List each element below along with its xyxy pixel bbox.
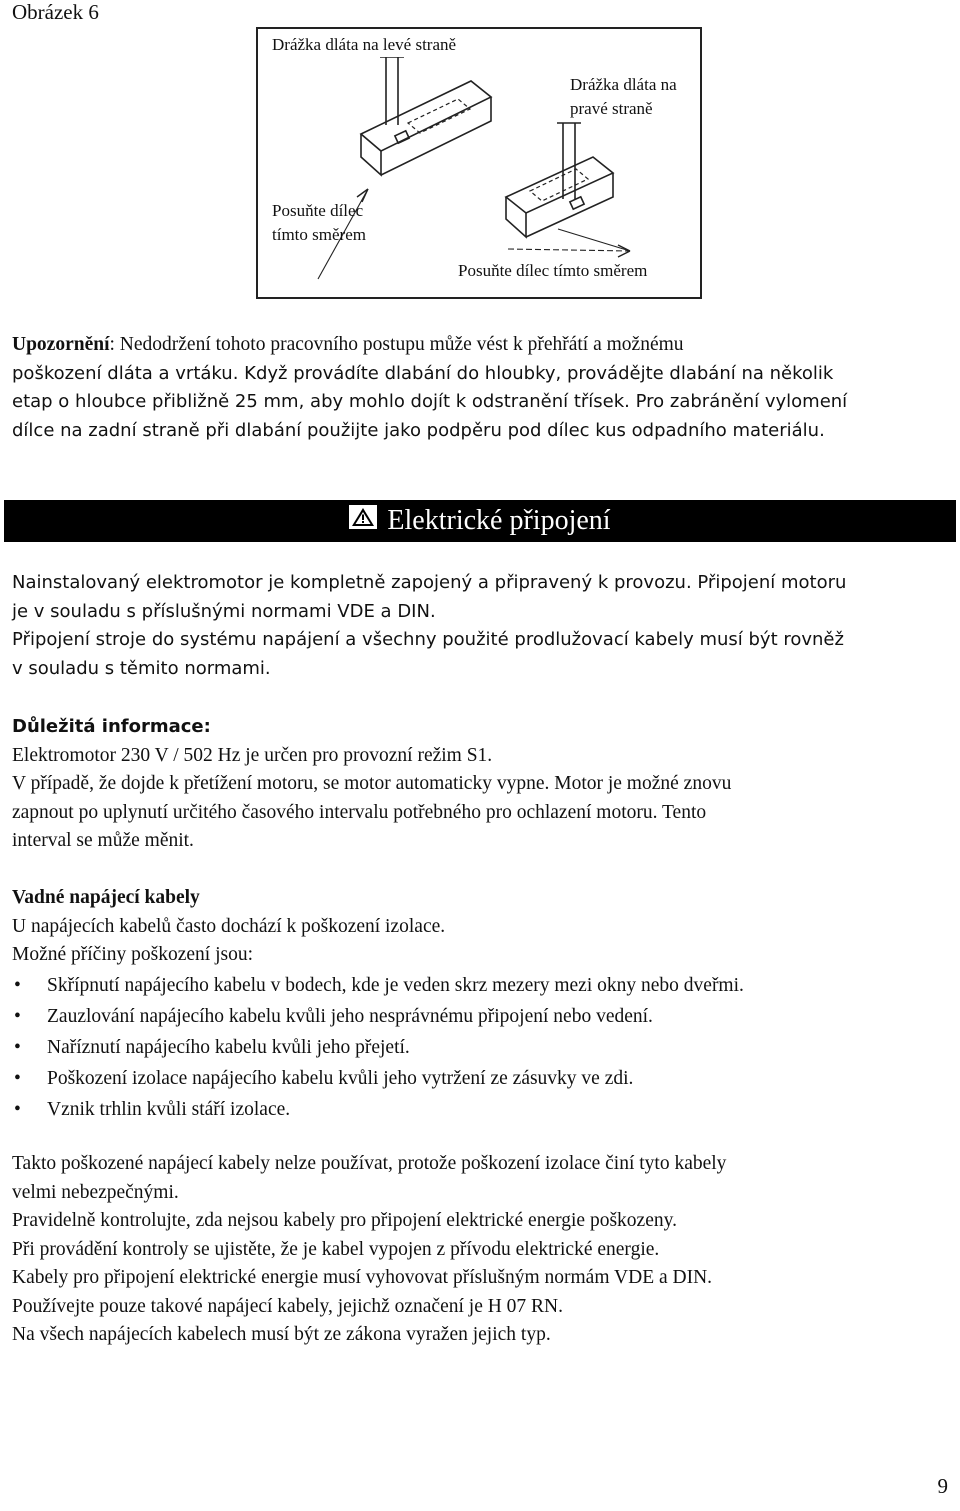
- important-heading: Důležitá informace:: [12, 716, 211, 737]
- cables-section: [12, 884, 942, 1125]
- page-number: 9: [937, 1474, 948, 1498]
- closing-paragraph: [12, 1150, 942, 1350]
- label-left-groove: Drážka dláta na levé straně: [272, 33, 512, 57]
- closing-line-2: velmi nebezpečnými.: [12, 1181, 179, 1203]
- list-item: • Zauzlování napájecího kabelu kvůli jeho nesprávnému připojení nebo vedení.: [12, 1001, 942, 1032]
- closing-line-3: Pravidelně kontrolujte, zda nejsou kabely pro připojení elektrické energie poškozeny.: [12, 1210, 677, 1231]
- cables-line-2: Možné příčiny poškození jsou:: [12, 944, 253, 965]
- electric-line-4: v souladu s těmito normami.: [12, 657, 271, 679]
- important-line-4: interval se může měnit.: [12, 830, 194, 851]
- closing-line-7: Na všech napájecích kabelech musí být ze zákona vyražen jejich typ.: [12, 1324, 551, 1345]
- figure-caption: Obrázek 6: [12, 0, 99, 24]
- warning-line-3: etap o hloubce přibližně 25 mm, aby mohlo dojít k odstranění třísek. Pro zabránění vylomení: [12, 391, 848, 412]
- section-banner: [4, 500, 956, 542]
- electric-paragraph: [12, 569, 942, 683]
- list-item: • Skřípnutí napájecího kabelu v bodech, kde je veden skrz mezery mezi okny nebo dveřmi.: [12, 970, 942, 1001]
- cables-bullet-list: [12, 970, 942, 1125]
- closing-line-1: Takto poškozené napájecí kabely nelze používat, protože poškození izolace činí tyto kabely: [12, 1153, 727, 1174]
- electric-line-2: je v souladu s příslušnými normami VDE a DIN.: [12, 600, 436, 622]
- important-paragraph: [12, 713, 942, 856]
- electric-line-3: Připojení stroje do systému napájení a všechny použité prodlužovací kabely musí být rovněž: [12, 629, 844, 650]
- cables-line-1: U napájecích kabelů často dochází k poškození izolace.: [12, 915, 446, 937]
- closing-line-6: Používejte pouze takové napájecí kabely, jejichž označení je H 07 RN.: [12, 1295, 564, 1317]
- figure-illustration: [256, 27, 702, 299]
- warning-line-2: poškození dláta a vrtáku. Když provádíte dlabání do hloubky, provádějte dlabání na několik: [12, 362, 834, 384]
- closing-line-5: Kabely pro připojení elektrické energie musí vyhovovat příslušným normám VDE a DIN.: [12, 1267, 713, 1288]
- list-item: • Poškození izolace napájecího kabelu kvůli jeho vytržení ze zásuvky ve zdi.: [12, 1063, 942, 1094]
- bullet-icon: •: [14, 1005, 21, 1027]
- section-title: Elektrické připojení: [387, 505, 611, 536]
- label-move-left: Posuňte dílec tímto směrem: [272, 201, 366, 244]
- label-right-groove: Drážka dláta na pravé straně: [570, 73, 700, 121]
- list-item: • Vznik trhlin kvůli stáří izolace.: [12, 1094, 942, 1125]
- warning-heading: Upozornění: [12, 334, 110, 355]
- label-move-right: Posuňte dílec tímto směrem: [458, 259, 698, 283]
- important-line-1: Elektromotor 230 V / 502 Hz je určen pro provozní režim S1.: [12, 744, 493, 766]
- electric-line-1: Nainstalovaný elektromotor je kompletně zapojený a připravený k provozu. Připojení motoru: [12, 572, 847, 593]
- warning-paragraph: [12, 331, 942, 445]
- warning-line-4: dílce na zadní straně při dlabání použijte jako podpěru pod dílec kus odpadního materiálu.: [12, 419, 825, 441]
- important-line-3: zapnout po uplynutí určitého časového intervalu potřebného pro ochlazení motoru. Tento: [12, 801, 707, 823]
- warning-triangle-icon: [349, 505, 377, 537]
- left-block-top: [361, 81, 491, 151]
- list-item: • Naříznutí napájecího kabelu kvůli jeho přejetí.: [12, 1032, 942, 1063]
- cables-heading: Vadné napájecí kabely: [12, 887, 200, 908]
- left-block-front: [361, 134, 381, 175]
- important-line-2: V případě, že dojde k přetížení motoru, se motor automaticky vypne. Motor je možné znovu: [12, 773, 732, 794]
- closing-line-4: Při provádění kontroly se ujistěte, že je kabel vypojen z přívodu elektrické energie.: [12, 1238, 660, 1260]
- bullet-icon: •: [14, 1098, 21, 1120]
- chisel-diagram: [258, 29, 700, 297]
- bullet-icon: •: [14, 1067, 21, 1089]
- bullet-icon: •: [14, 974, 21, 996]
- bullet-icon: •: [14, 1036, 21, 1058]
- right-block-front: [506, 197, 526, 237]
- warning-line-1: : Nedodržení tohoto pracovního postupu může vést k přehřátí a možnému: [109, 334, 684, 355]
